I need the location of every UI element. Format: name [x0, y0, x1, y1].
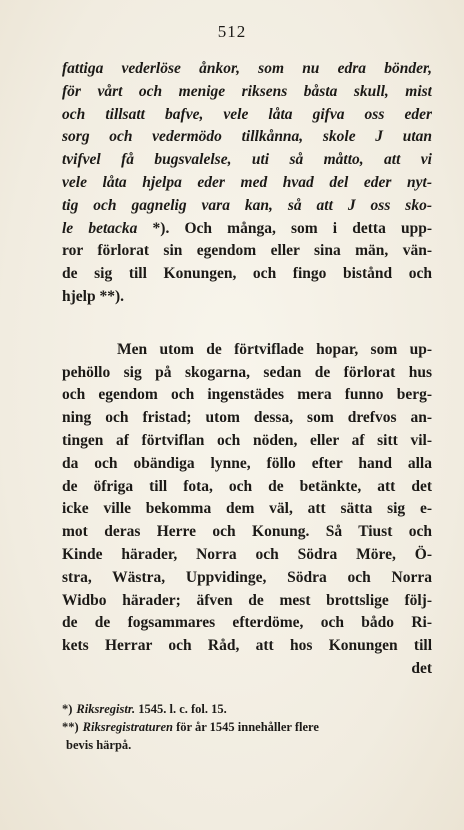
text-line: och tillsatt bafve, vele låta gifva oss eder: [62, 105, 432, 123]
text-line-mixed: [62, 218, 432, 241]
footnote: [62, 718, 432, 736]
footnote-mark: **): [62, 720, 79, 734]
footnote-source: Riksregistr.: [76, 702, 136, 716]
footnote-mark: *): [62, 702, 73, 716]
text-line: Men utom de förtviflade hopar, som up-: [117, 340, 432, 358]
text-line: och egendom och ingenstädes mera funno berg-: [62, 386, 432, 404]
text-line: för vårt och menige riksens båsta skull, mist: [62, 82, 432, 100]
text-line: Kinde härader, Norra och Södra Möre, Ö-: [62, 545, 432, 563]
text-line: tvifvel få bugsvalelse, uti så måtto, att vi: [62, 151, 432, 169]
text-line: tig och gagnelig vara kan, så att J oss sko-: [62, 196, 432, 214]
body-text: [62, 58, 432, 681]
footnote: [62, 700, 432, 718]
text-line: stra, Wästra, Uppvidinge, Södra och Norra: [62, 568, 432, 586]
text-line: de sig till Konungen, och fingo bistånd och: [62, 265, 432, 283]
footnote-source: Riksregistraturen: [82, 720, 173, 734]
footnote-text: för år 1545 innehåller flere: [172, 720, 319, 734]
text-line: vele låta hjelpa eder med hvad del eder nyt-: [62, 173, 432, 191]
text-line: pehöllo sig på skogarna, sedan de förlorat hus: [62, 363, 432, 381]
text-line: de öfriga till fota, och de betänkte, att det: [62, 477, 432, 495]
footnote-text: 1545. l. c. fol. 15.: [135, 702, 227, 716]
text-roman-part: *). Och många, som i detta upp-: [137, 219, 432, 237]
paragraph-gap: [62, 309, 432, 339]
text-line: sorg och vedermödo tillkånna, skole J utan: [62, 128, 432, 146]
text-line: icke ville bekomma dem väl, att sätta sig e-: [62, 500, 432, 518]
text-line: da och obändiga lynne, föllo efter hand alla: [62, 454, 432, 472]
footnote-continuation: [62, 736, 432, 754]
footnotes: [62, 700, 432, 754]
text-line: ning och fristad; utom dessa, som drefvos an-: [62, 409, 432, 427]
footnote-text: bevis härpå.: [66, 738, 132, 752]
text-line: Widbo härader; äfven de mest brottslige följ-: [62, 591, 432, 609]
text-line: ror förlorat sin egendom eller sina män, vän-: [62, 242, 432, 260]
text-line: hjelp **).: [62, 287, 124, 305]
text-line: tingen af förtviflan och nöden, eller af sitt vil-: [62, 431, 432, 449]
page-number: 512: [217, 22, 247, 41]
text-line: fattiga vederlöse ånkor, som nu edra bönder,: [62, 60, 432, 77]
text-line: mot deras Herre och Konung. Så Tiust och: [62, 523, 432, 541]
text-line: kets Herrar och Råd, att hos Konungen till: [62, 637, 432, 655]
text-line: de de fogsammares efterdöme, och bådo Ri-: [62, 614, 432, 632]
catchword: det: [411, 659, 432, 677]
text-italic-part: le betacka: [62, 219, 138, 237]
